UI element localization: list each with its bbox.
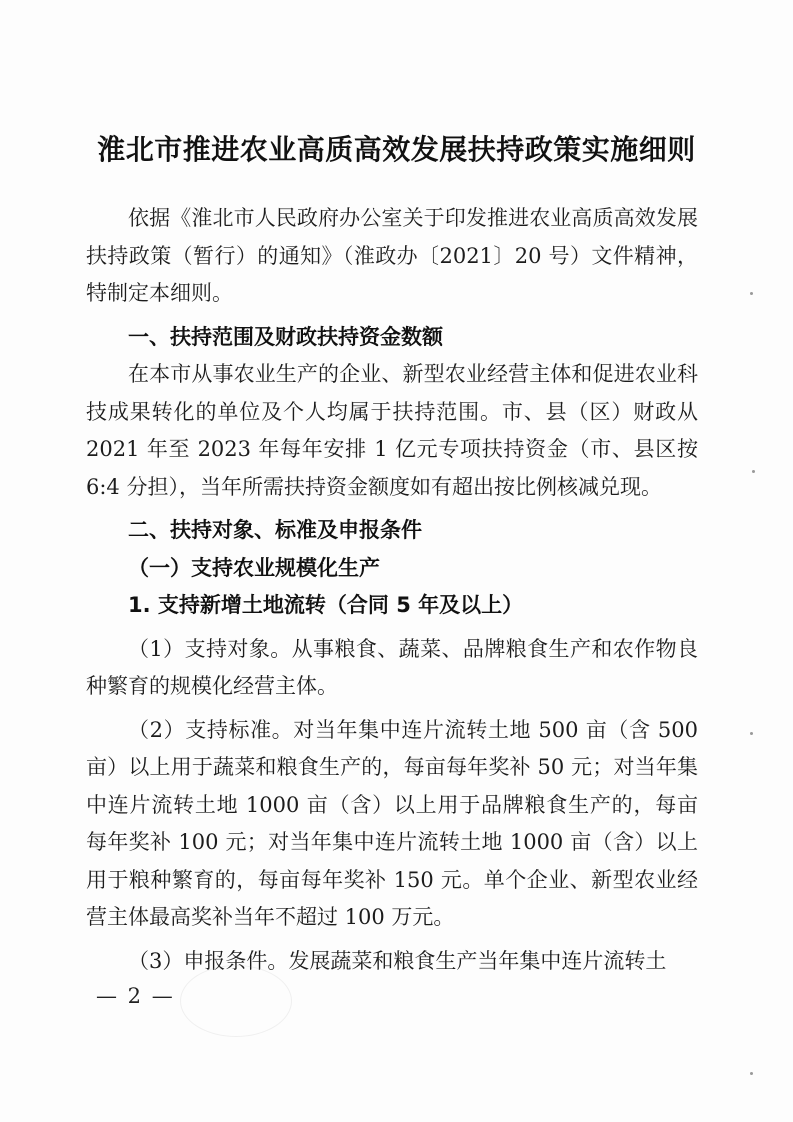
page-number: — 2 —	[96, 984, 175, 1008]
item1-standard-paragraph: （2）支持标准。对当年集中连片流转土地 500 亩（含 500 亩）以上用于蔬菜和粮食生产的，每亩每年奖补 50 元；对当年集中连片流转土地 1000 亩（含）以上用于品牌粮食生产的，每亩每年奖补 100 元；对当年集中连片流转土地 1000 亩（含）以上用于粮种繁育的，每亩每年奖补 150 元。单个企业、新型农业经营主体最高奖补当年不超过 100 万元。	[86, 717, 698, 929]
item1-heading: 1. 支持新增土地流转（合同 5 年及以上）	[128, 593, 524, 617]
scan-speck	[750, 732, 753, 735]
scan-speck	[750, 1072, 753, 1075]
faint-stamp-mark	[180, 965, 292, 1037]
intro-paragraph: 依据《淮北市人民政府办公室关于印发推进农业高质高效发展扶持政策（暂行）的通知》（淮政办〔2021〕20 号）文件精神，特制定本细则。	[86, 206, 698, 305]
document-title: 淮北市推进农业高质高效发展扶持政策实施细则	[97, 133, 696, 166]
document-body	[86, 200, 698, 980]
section1-body: 在本市从事农业生产的企业、新型农业经营主体和促进农业科技成果转化的单位及个人均属于扶持范围。市、县（区）财政从 2021 年至 2023 年每年安排 1 亿元专项扶持资金（市、县区按 6:4 分担），当年所需扶持资金额度如有超出按比例核减兑现。	[86, 362, 698, 499]
scan-speck	[752, 470, 755, 473]
subsection1-heading: （一）支持农业规模化生产	[128, 555, 380, 580]
scan-speck	[750, 292, 753, 295]
item1-target-paragraph: （1）支持对象。从事粮食、蔬菜、品牌粮食生产和农作物良种繁育的规模化经营主体。	[86, 636, 698, 698]
item1-conditions-paragraph: （3）申报条件。发展蔬菜和粮食生产当年集中连片流转土	[128, 948, 667, 973]
section2-heading: 二、扶持对象、标准及申报条件	[128, 518, 422, 542]
section1-heading: 一、扶持范围及财政扶持资金数额	[128, 324, 443, 349]
